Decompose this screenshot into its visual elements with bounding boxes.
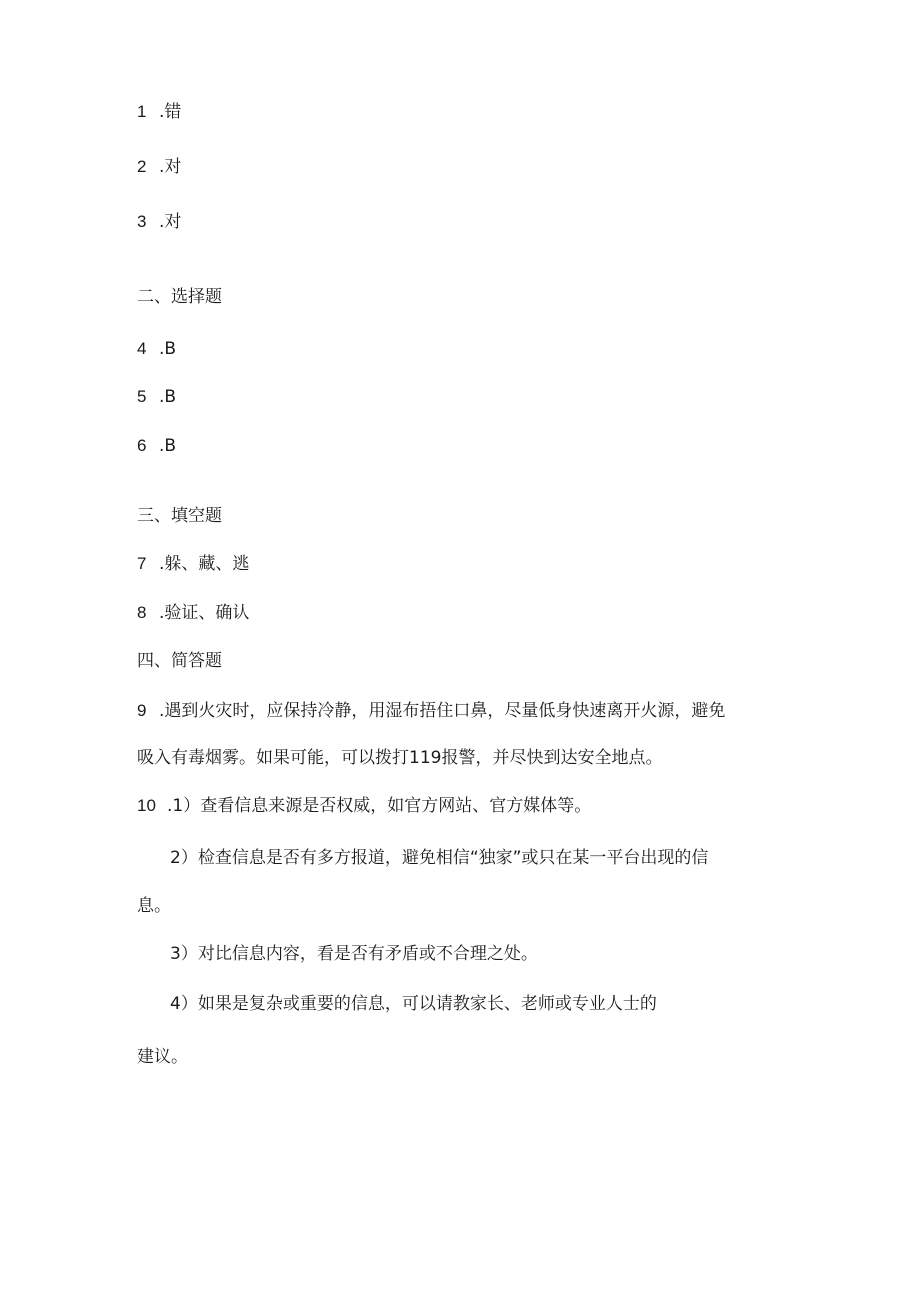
item-answer: .B (159, 339, 177, 359)
item-number: 1 (137, 102, 147, 121)
answer-item-10-point2-line2: 息。 (137, 896, 171, 916)
item-answer: .验证、确认 (159, 603, 250, 623)
answer-item-8 (137, 602, 249, 624)
answer-item-10-point3: 3）对比信息内容，看是否有矛盾或不合理之处。 (170, 944, 538, 964)
answer-item-10-point2-line1: 2）检查信息是否有多方报道，避免相信“独家”或只在某一平台出现的信 (170, 848, 709, 868)
answer-item-3 (137, 211, 181, 233)
section-heading-choice: 二、选择题 (137, 287, 222, 307)
section-heading-short-answer: 四、简答题 (137, 651, 222, 671)
item-answer: .B (159, 436, 177, 456)
item-answer: .1）查看信息来源是否权威，如官方网站、官方媒体等。 (167, 796, 592, 816)
answer-item-2 (137, 156, 181, 178)
item-number: 5 (137, 387, 147, 406)
answer-item-10-point4-line2: 建议。 (137, 1047, 188, 1067)
answer-item-5 (137, 386, 176, 408)
answer-item-6 (137, 435, 176, 457)
answer-item-4 (137, 338, 176, 360)
item-number: 2 (137, 157, 147, 176)
item-answer: .错 (159, 102, 182, 122)
item-answer: .B (159, 387, 177, 407)
item-number: 10 (137, 796, 156, 815)
answer-item-9-line2: 吸入有毒烟雾。如果可能，可以拨打119报警，并尽快到达安全地点。 (137, 748, 663, 768)
answer-item-7 (137, 553, 249, 575)
answer-item-10-point4-line1: 4）如果是复杂或重要的信息，可以请教家长、老师或专业人士的 (170, 994, 657, 1014)
item-number: 8 (137, 603, 147, 622)
item-answer: .对 (159, 212, 182, 232)
answer-item-10-line1 (137, 795, 591, 817)
item-number: 6 (137, 436, 147, 455)
item-number: 4 (137, 339, 147, 358)
answer-item-1 (137, 101, 181, 123)
item-number: 9 (137, 701, 147, 720)
item-answer: .躲、藏、逃 (159, 554, 250, 574)
answer-item-9-line1 (137, 700, 725, 722)
item-answer: .遇到火灾时，应保持冷静，用湿布捂住口鼻，尽量低身快速离开火源，避免 (159, 701, 726, 721)
item-answer: .对 (159, 157, 182, 177)
item-number: 3 (137, 212, 147, 231)
section-heading-fill: 三、填空题 (137, 506, 222, 526)
item-number: 7 (137, 554, 147, 573)
